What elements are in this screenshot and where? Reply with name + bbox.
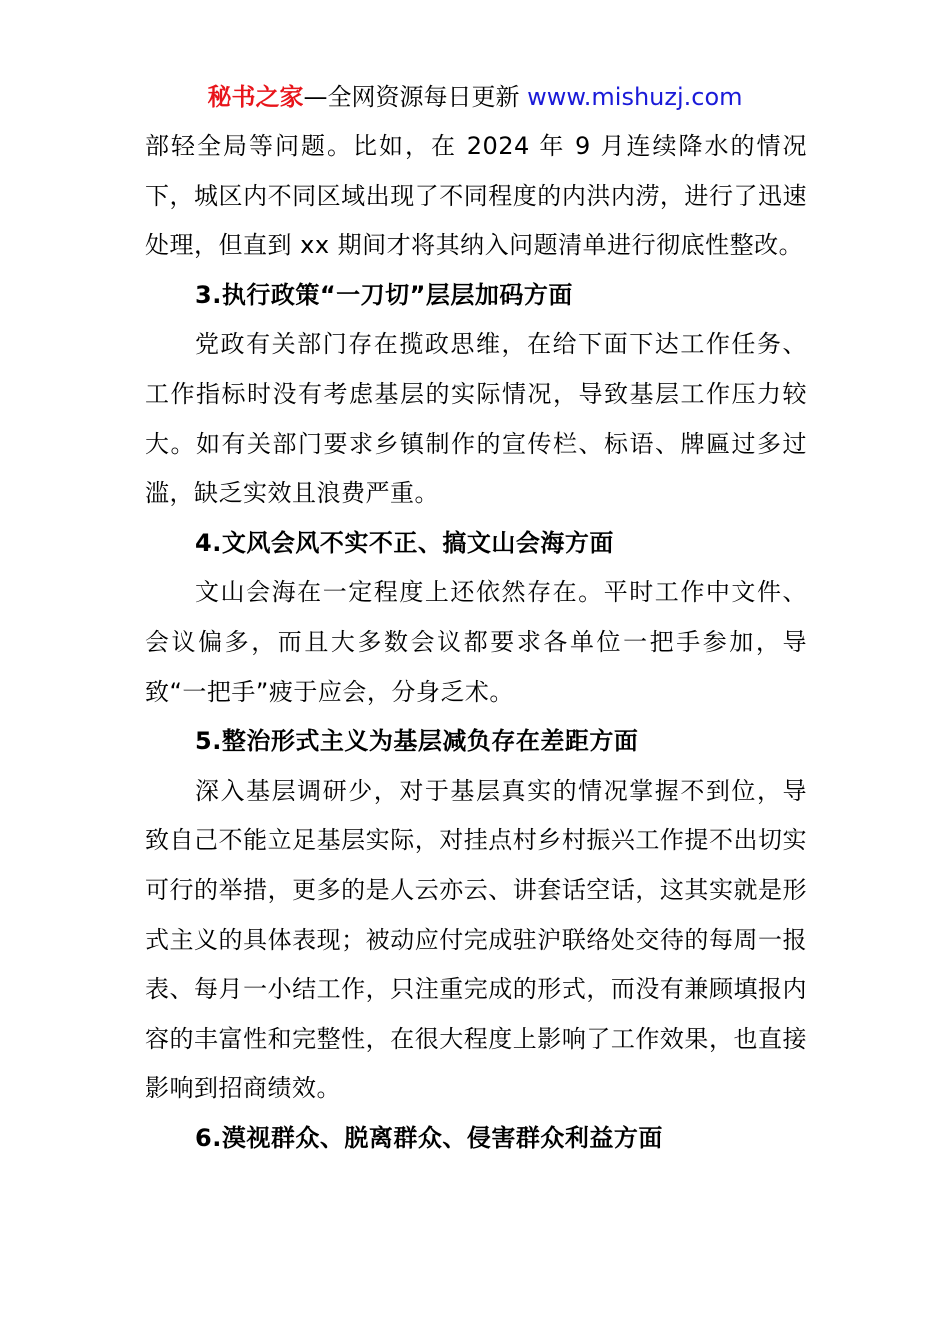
section-heading-6: 6.漠视群众、脱离群众、侵害群众利益方面 (195, 1123, 663, 1152)
section-heading-4: 4.文风会风不实不正、搞文山会海方面 (195, 528, 614, 557)
section-heading-5: 5.整治形式主义为基层减负存在差距方面 (195, 727, 639, 756)
page-header (0, 82, 950, 112)
site-url[interactable]: www.mishuzj.com (527, 83, 743, 111)
paragraph-section-3: 党政有关部门存在揽政思维，在给下面下达工作任务、工作指标时没有考虑基层的实际情况，导致基层工作压力较大。如有关部门要求乡镇制作的宣传栏、标语、牌匾过多过滥，缺乏实效且浪费严重。 (145, 330, 807, 508)
document-body (145, 122, 807, 1163)
paragraph-section-4: 文山会海在一定程度上还依然存在。平时工作中文件、会议偏多，而且大多数会议都要求各单位一把手参加，导致“一把手”疲于应会，分身乏术。 (145, 578, 807, 706)
brand-name: 秘书之家 (207, 83, 304, 111)
paragraph-section-5: 深入基层调研少，对于基层真实的情况掌握不到位，导致自己不能立足基层实际，对挂点村乡村振兴工作提不出切实可行的举措，更多的是人云亦云、讲套话空话，这其实就是形式主义的具体表现；被动应付完成驻沪联络处交待的每周一报表、每月一小结工作，只注重完成的形式，而没有兼顾填报内容的丰富性和完整性，在很大程度上影响了工作效果，也直接影响到招商绩效。 (145, 776, 807, 1103)
header-slogan: —全网资源每日更新 (303, 83, 520, 111)
section-heading-3: 3.执行政策“一刀切”层层加码方面 (195, 280, 573, 309)
paragraph-continuation: 部轻全局等问题。比如，在 2024 年 9 月连续降水的情况下，城区内不同区域出现了不同程度的内洪内涝，进行了迅速处理，但直到 xx 期间才将其纳入问题清单进行彻底性整改。 (145, 132, 807, 260)
